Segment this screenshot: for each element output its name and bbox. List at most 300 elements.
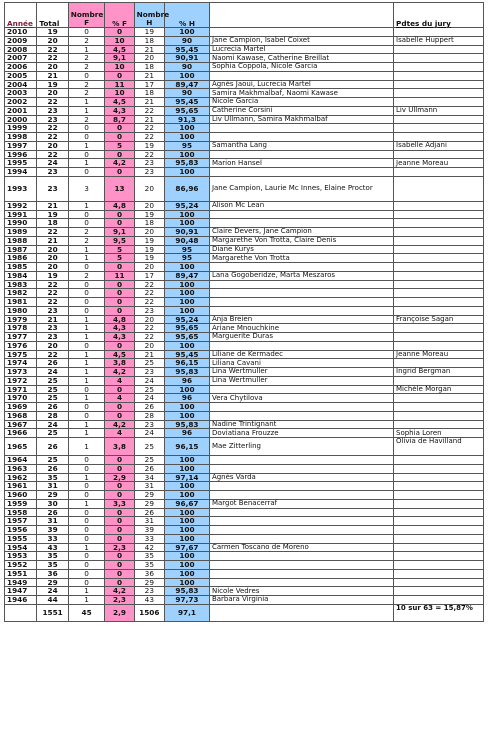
row-count-f: 1 xyxy=(68,429,105,438)
row-pct-h: 100 xyxy=(164,71,209,80)
row-pct-h: 100 xyxy=(164,508,209,517)
row-count-h: 25 xyxy=(134,456,164,465)
row-pct-h: 100 xyxy=(164,150,209,159)
row-count-h: 20 xyxy=(134,54,164,63)
row-total: 20 xyxy=(37,89,68,98)
row-total: 35 xyxy=(37,561,68,570)
row-pct-h: 90 xyxy=(164,36,209,45)
row-count-f: 0 xyxy=(68,456,105,465)
row-count-h: 23 xyxy=(134,420,164,429)
row-pct-f: 10 xyxy=(105,63,134,72)
row-year: 1973 xyxy=(5,368,37,377)
row-jury xyxy=(394,411,484,420)
row-pct-h: 100 xyxy=(164,456,209,465)
row-count-h: 22 xyxy=(134,333,164,342)
row-count-h: 23 xyxy=(134,306,164,315)
table-row xyxy=(5,385,484,394)
row-year: 1962 xyxy=(5,473,37,482)
row-count-h: 23 xyxy=(134,587,164,596)
row-count-h: 18 xyxy=(134,219,164,228)
row-jury xyxy=(394,491,484,500)
row-total: 20 xyxy=(37,263,68,272)
row-jury xyxy=(394,482,484,491)
table-row xyxy=(5,368,484,377)
table-row xyxy=(5,596,484,605)
row-jury: Jeanne Moreau xyxy=(394,159,484,168)
row-pct-h: 96,15 xyxy=(164,359,209,368)
summary-row xyxy=(5,604,484,621)
row-count-h: 34 xyxy=(134,473,164,482)
row-count-f: 2 xyxy=(68,228,105,237)
header-total: Total xyxy=(37,3,68,28)
summary-count-f: 45 xyxy=(68,604,105,621)
row-pct-h: 100 xyxy=(164,124,209,133)
row-pct-f: 9,5 xyxy=(105,236,134,245)
row-total: 22 xyxy=(37,98,68,107)
row-jury: Jeanne Moreau xyxy=(394,350,484,359)
row-jury: Françoise Sagan xyxy=(394,315,484,324)
row-total: 25 xyxy=(37,429,68,438)
row-names: Liliane de Kermadec xyxy=(209,350,393,359)
row-total: 25 xyxy=(37,394,68,403)
row-count-h: 19 xyxy=(134,245,164,254)
row-pct-f: 0 xyxy=(105,124,134,133)
row-count-f: 1 xyxy=(68,201,105,210)
row-names: Agnès Jaoui, Lucrecia Martel xyxy=(209,80,393,89)
table-row xyxy=(5,263,484,272)
row-year: 1988 xyxy=(5,236,37,245)
row-total: 35 xyxy=(37,552,68,561)
row-count-h: 17 xyxy=(134,80,164,89)
row-jury xyxy=(394,420,484,429)
row-total: 29 xyxy=(37,491,68,500)
row-count-f: 2 xyxy=(68,36,105,45)
table-row xyxy=(5,63,484,72)
row-names: Agnès Varda xyxy=(209,473,393,482)
row-names xyxy=(209,569,393,578)
row-pct-f: 2,3 xyxy=(105,543,134,552)
row-total: 22 xyxy=(37,289,68,298)
row-year: 1978 xyxy=(5,324,37,333)
table-row xyxy=(5,561,484,570)
table-row xyxy=(5,124,484,133)
row-names xyxy=(209,552,393,561)
row-year: 2009 xyxy=(5,36,37,45)
row-pct-f: 0 xyxy=(105,306,134,315)
table-row xyxy=(5,569,484,578)
row-pct-f: 5 xyxy=(105,141,134,150)
summary-year xyxy=(5,604,37,621)
row-count-h: 42 xyxy=(134,543,164,552)
row-year: 1974 xyxy=(5,359,37,368)
row-count-h: 39 xyxy=(134,526,164,535)
table-row xyxy=(5,236,484,245)
row-names xyxy=(209,168,393,177)
row-jury xyxy=(394,236,484,245)
table-row xyxy=(5,80,484,89)
row-names xyxy=(209,517,393,526)
row-names xyxy=(209,534,393,543)
row-pct-h: 100 xyxy=(164,569,209,578)
summary-count-h: 1506 xyxy=(134,604,164,621)
header-pct-h: % H xyxy=(164,3,209,28)
row-count-h: 22 xyxy=(134,124,164,133)
row-names: Anja Breien xyxy=(209,315,393,324)
row-names xyxy=(209,263,393,272)
row-pct-f: 0 xyxy=(105,71,134,80)
row-pct-h: 95,24 xyxy=(164,315,209,324)
table-row xyxy=(5,98,484,107)
row-total: 22 xyxy=(37,350,68,359)
row-year: 1963 xyxy=(5,464,37,473)
row-count-f: 0 xyxy=(68,298,105,307)
row-pct-h: 90,48 xyxy=(164,236,209,245)
row-count-f: 2 xyxy=(68,63,105,72)
table-row xyxy=(5,411,484,420)
row-pct-f: 9,1 xyxy=(105,228,134,237)
row-names xyxy=(209,464,393,473)
row-total: 25 xyxy=(37,376,68,385)
row-pct-h: 89,47 xyxy=(164,271,209,280)
row-total: 19 xyxy=(37,28,68,37)
table-row xyxy=(5,464,484,473)
row-names: Naomi Kawase, Catherine Breillat xyxy=(209,54,393,63)
table-row xyxy=(5,420,484,429)
row-jury: Sophia Loren xyxy=(394,429,484,438)
row-pct-h: 95,24 xyxy=(164,201,209,210)
row-year: 1961 xyxy=(5,482,37,491)
row-pct-f: 0 xyxy=(105,219,134,228)
row-total: 23 xyxy=(37,176,68,201)
table-row xyxy=(5,306,484,315)
row-pct-h: 100 xyxy=(164,482,209,491)
row-names xyxy=(209,219,393,228)
row-pct-f: 0 xyxy=(105,491,134,500)
row-total: 26 xyxy=(37,438,68,456)
row-names: Liv Ullmann, Samira Makhmalbaf xyxy=(209,115,393,124)
row-year: 1992 xyxy=(5,201,37,210)
row-count-h: 23 xyxy=(134,368,164,377)
table-row xyxy=(5,438,484,456)
row-year: 1946 xyxy=(5,596,37,605)
row-count-f: 0 xyxy=(68,482,105,491)
row-jury xyxy=(394,587,484,596)
row-year: 1955 xyxy=(5,534,37,543)
row-count-h: 20 xyxy=(134,315,164,324)
row-year: 1995 xyxy=(5,159,37,168)
row-year: 1982 xyxy=(5,289,37,298)
row-year: 1968 xyxy=(5,411,37,420)
row-names: Doviatiana Frouzze xyxy=(209,429,393,438)
row-year: 1966 xyxy=(5,429,37,438)
row-jury xyxy=(394,115,484,124)
row-count-h: 31 xyxy=(134,482,164,491)
row-pct-h: 91,3 xyxy=(164,115,209,124)
row-count-f: 1 xyxy=(68,254,105,263)
row-pct-f: 4,5 xyxy=(105,350,134,359)
row-year: 1972 xyxy=(5,376,37,385)
row-pct-h: 100 xyxy=(164,411,209,420)
row-total: 23 xyxy=(37,168,68,177)
row-year: 1980 xyxy=(5,306,37,315)
row-count-h: 20 xyxy=(134,263,164,272)
row-count-h: 28 xyxy=(134,411,164,420)
header-year: Année xyxy=(5,3,37,28)
row-count-h: 21 xyxy=(134,98,164,107)
row-pct-h: 96,15 xyxy=(164,438,209,456)
row-jury xyxy=(394,517,484,526)
row-count-f: 0 xyxy=(68,124,105,133)
row-names xyxy=(209,133,393,142)
header-count-h: Nombre H xyxy=(134,3,164,28)
row-count-h: 29 xyxy=(134,499,164,508)
row-names: Marion Hansel xyxy=(209,159,393,168)
row-year: 1983 xyxy=(5,280,37,289)
row-total: 23 xyxy=(37,306,68,315)
row-pct-f: 13 xyxy=(105,176,134,201)
row-year: 1969 xyxy=(5,403,37,412)
row-count-h: 18 xyxy=(134,63,164,72)
row-names: Jane Campion, Laurie Mc Innes, Elaine Proctor xyxy=(209,176,393,201)
table-row xyxy=(5,280,484,289)
row-count-f: 0 xyxy=(68,578,105,587)
row-count-h: 19 xyxy=(134,254,164,263)
row-pct-f: 0 xyxy=(105,482,134,491)
row-pct-h: 96,67 xyxy=(164,499,209,508)
row-count-h: 18 xyxy=(134,36,164,45)
row-year: 1977 xyxy=(5,333,37,342)
row-jury xyxy=(394,280,484,289)
row-count-f: 1 xyxy=(68,394,105,403)
row-names: Marguerite Duras xyxy=(209,333,393,342)
row-total: 39 xyxy=(37,526,68,535)
row-names: Barbara Virginia xyxy=(209,596,393,605)
row-count-h: 43 xyxy=(134,596,164,605)
summary-pct-f: 2,9 xyxy=(105,604,134,621)
table-row xyxy=(5,394,484,403)
row-jury xyxy=(394,63,484,72)
row-jury xyxy=(394,526,484,535)
row-count-h: 24 xyxy=(134,429,164,438)
header-row xyxy=(5,3,484,28)
row-jury xyxy=(394,508,484,517)
row-count-h: 20 xyxy=(134,228,164,237)
row-count-f: 1 xyxy=(68,45,105,54)
row-names: Lana Gogoberidze, Marta Meszaros xyxy=(209,271,393,280)
table-row xyxy=(5,482,484,491)
row-count-h: 26 xyxy=(134,403,164,412)
row-year: 2007 xyxy=(5,54,37,63)
row-jury: Isabelle Huppert xyxy=(394,36,484,45)
row-count-h: 25 xyxy=(134,359,164,368)
row-pct-h: 100 xyxy=(164,168,209,177)
row-year: 1990 xyxy=(5,219,37,228)
row-year: 1987 xyxy=(5,245,37,254)
row-pct-h: 100 xyxy=(164,28,209,37)
row-year: 1956 xyxy=(5,526,37,535)
row-count-f: 0 xyxy=(68,341,105,350)
row-year: 1954 xyxy=(5,543,37,552)
row-total: 20 xyxy=(37,341,68,350)
summary-pct-h: 97,1 xyxy=(164,604,209,621)
row-pct-h: 100 xyxy=(164,561,209,570)
row-year: 1997 xyxy=(5,141,37,150)
row-total: 20 xyxy=(37,141,68,150)
row-pct-h: 100 xyxy=(164,491,209,500)
row-year: 1947 xyxy=(5,587,37,596)
row-total: 31 xyxy=(37,517,68,526)
row-pct-f: 3,3 xyxy=(105,499,134,508)
row-jury xyxy=(394,150,484,159)
row-pct-f: 4,3 xyxy=(105,333,134,342)
table-row xyxy=(5,324,484,333)
row-count-f: 1 xyxy=(68,350,105,359)
row-jury xyxy=(394,341,484,350)
row-pct-h: 95,83 xyxy=(164,368,209,377)
row-names xyxy=(209,411,393,420)
row-pct-f: 4,5 xyxy=(105,98,134,107)
table-row xyxy=(5,376,484,385)
row-count-f: 0 xyxy=(68,534,105,543)
row-names xyxy=(209,561,393,570)
row-pct-h: 100 xyxy=(164,526,209,535)
row-count-f: 0 xyxy=(68,289,105,298)
row-count-f: 0 xyxy=(68,133,105,142)
row-count-h: 25 xyxy=(134,438,164,456)
row-count-f: 0 xyxy=(68,526,105,535)
row-year: 2008 xyxy=(5,45,37,54)
row-total: 19 xyxy=(37,271,68,280)
table-row xyxy=(5,298,484,307)
row-count-f: 1 xyxy=(68,543,105,552)
row-total: 19 xyxy=(37,210,68,219)
row-year: 2004 xyxy=(5,80,37,89)
row-names xyxy=(209,526,393,535)
row-count-f: 2 xyxy=(68,54,105,63)
row-pct-f: 0 xyxy=(105,210,134,219)
table-row xyxy=(5,106,484,115)
row-year: 1958 xyxy=(5,508,37,517)
row-count-h: 22 xyxy=(134,106,164,115)
row-total: 26 xyxy=(37,464,68,473)
row-pct-f: 0 xyxy=(105,464,134,473)
row-year: 2003 xyxy=(5,89,37,98)
row-total: 23 xyxy=(37,115,68,124)
row-pct-h: 100 xyxy=(164,464,209,473)
row-year: 1960 xyxy=(5,491,37,500)
table-row xyxy=(5,176,484,201)
table-row xyxy=(5,28,484,37)
row-pct-f: 8,7 xyxy=(105,115,134,124)
cannes-jury-table xyxy=(4,2,484,622)
row-count-f: 0 xyxy=(68,411,105,420)
row-names xyxy=(209,298,393,307)
row-pct-f: 2,3 xyxy=(105,596,134,605)
row-total: 24 xyxy=(37,368,68,377)
table-row xyxy=(5,210,484,219)
row-pct-f: 4,2 xyxy=(105,159,134,168)
row-count-f: 0 xyxy=(68,491,105,500)
summary-jury: 10 sur 63 = 15,87% xyxy=(394,604,484,621)
row-year: 2000 xyxy=(5,115,37,124)
table-row xyxy=(5,54,484,63)
row-year: 1986 xyxy=(5,254,37,263)
table-row xyxy=(5,526,484,535)
row-pct-h: 89,47 xyxy=(164,80,209,89)
row-count-f: 1 xyxy=(68,368,105,377)
row-year: 1959 xyxy=(5,499,37,508)
table-row xyxy=(5,578,484,587)
row-pct-h: 100 xyxy=(164,263,209,272)
row-count-h: 20 xyxy=(134,341,164,350)
table-row xyxy=(5,289,484,298)
row-total: 29 xyxy=(37,578,68,587)
table-row xyxy=(5,159,484,168)
row-pct-h: 95 xyxy=(164,141,209,150)
row-total: 30 xyxy=(37,499,68,508)
row-names: Samantha Lang xyxy=(209,141,393,150)
row-pct-h: 95,83 xyxy=(164,587,209,596)
table-row xyxy=(5,359,484,368)
table-row xyxy=(5,201,484,210)
row-count-f: 0 xyxy=(68,561,105,570)
table-row xyxy=(5,36,484,45)
table-row xyxy=(5,245,484,254)
row-pct-f: 4,2 xyxy=(105,420,134,429)
row-jury xyxy=(394,176,484,201)
table-row xyxy=(5,45,484,54)
row-count-f: 2 xyxy=(68,236,105,245)
row-pct-f: 4,3 xyxy=(105,324,134,333)
row-names: Margarethe Von Trotta xyxy=(209,254,393,263)
row-pct-f: 9,1 xyxy=(105,54,134,63)
row-total: 22 xyxy=(37,45,68,54)
row-pct-f: 5 xyxy=(105,254,134,263)
row-pct-f: 4,5 xyxy=(105,45,134,54)
row-pct-f: 0 xyxy=(105,168,134,177)
row-year: 1985 xyxy=(5,263,37,272)
row-count-f: 2 xyxy=(68,89,105,98)
row-pct-f: 4 xyxy=(105,376,134,385)
row-pct-h: 96 xyxy=(164,394,209,403)
row-pct-h: 100 xyxy=(164,133,209,142)
row-count-h: 20 xyxy=(134,201,164,210)
row-year: 2002 xyxy=(5,98,37,107)
row-names xyxy=(209,28,393,37)
row-names: Margot Benacerraf xyxy=(209,499,393,508)
row-pct-f: 0 xyxy=(105,150,134,159)
row-count-h: 24 xyxy=(134,394,164,403)
row-count-h: 26 xyxy=(134,508,164,517)
header-count-f: Nombre F xyxy=(68,3,105,28)
table-row xyxy=(5,543,484,552)
row-count-h: 22 xyxy=(134,289,164,298)
row-names xyxy=(209,289,393,298)
row-year: 1996 xyxy=(5,150,37,159)
row-count-f: 0 xyxy=(68,168,105,177)
row-names: Vera Chytilova xyxy=(209,394,393,403)
row-pct-f: 0 xyxy=(105,561,134,570)
row-year: 1998 xyxy=(5,133,37,142)
row-jury xyxy=(394,201,484,210)
row-jury xyxy=(394,28,484,37)
row-pct-h: 90,91 xyxy=(164,54,209,63)
table-row xyxy=(5,456,484,465)
row-jury xyxy=(394,228,484,237)
row-jury xyxy=(394,403,484,412)
row-total: 22 xyxy=(37,124,68,133)
row-year: 2006 xyxy=(5,63,37,72)
